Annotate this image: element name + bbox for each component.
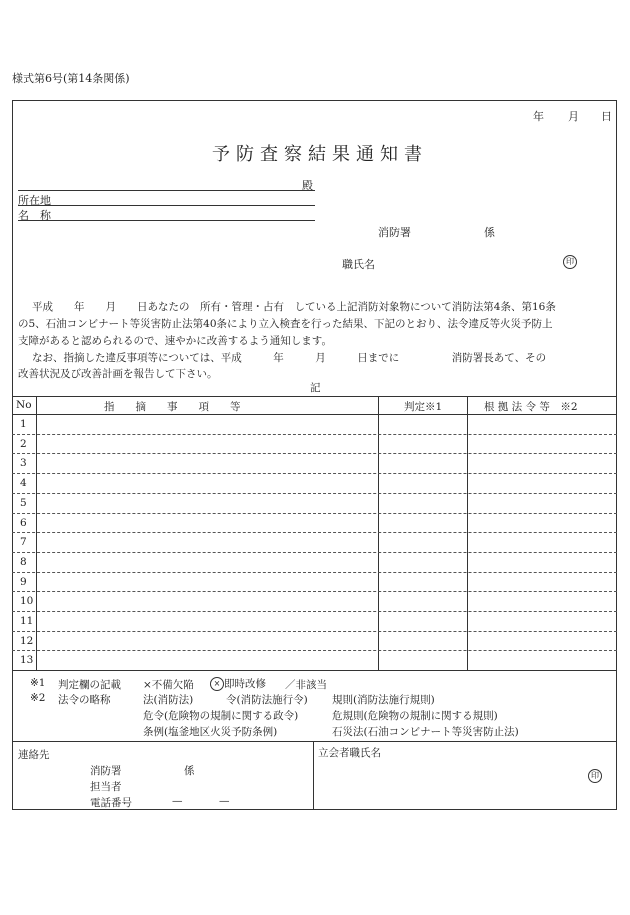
page-title: 予防査察結果通知書 (212, 144, 428, 165)
row-judgement-cell[interactable] (379, 552, 467, 572)
row-judgement-cell[interactable] (379, 493, 467, 513)
date-day: 日 (601, 110, 612, 123)
row-basis-cell[interactable] (468, 434, 617, 454)
row-judgement-cell[interactable] (379, 532, 467, 552)
row-items-cell[interactable] (37, 611, 378, 631)
note-1-option-a: ×不備欠陥 (143, 679, 194, 691)
row-judgement-cell[interactable] (379, 572, 467, 592)
note-1-mark: ※1 (30, 677, 46, 689)
contact-divider (313, 741, 314, 810)
abbr-law: 法(消防法) (143, 694, 194, 706)
address-label: 所在地 (18, 194, 51, 207)
row-items-cell[interactable] (37, 572, 378, 592)
contact-person: 担当者 (90, 781, 122, 793)
row-number: 3 (20, 457, 27, 470)
row-number: 1 (20, 418, 27, 430)
seal-icon: 印 (563, 255, 577, 269)
witness-seal-icon: 印 (588, 769, 602, 783)
table-bottom-line (12, 670, 617, 671)
phone-separator-2: — (219, 795, 230, 807)
row-basis-cell[interactable] (468, 591, 617, 611)
row-basis-cell[interactable] (468, 493, 617, 513)
table-top-line (12, 396, 617, 397)
contact-section: 係 (184, 765, 195, 777)
note-1-option-c: ／非該当 (285, 679, 327, 691)
row-items-cell[interactable] (37, 434, 378, 454)
row-items-cell[interactable] (37, 473, 378, 493)
row-number: 11 (20, 615, 34, 627)
body-line-2: の5、石油コンビナート等災害防止法第40条により立入検査を行った結果、下記のとおり、法令違反等火災予防上 (18, 318, 553, 330)
abbr-hazard-rules: 危規則(危険物の規制に関する規則) (332, 710, 498, 722)
note-2-label: 法令の略称 (58, 694, 111, 706)
body-line-1: 平成 年 月 日あなたの 所有・管理・占有 している上記消防対象物について消防法第4条、第16条 (32, 301, 556, 313)
row-items-cell[interactable] (37, 552, 378, 572)
row-items-cell[interactable] (37, 650, 378, 670)
row-judgement-cell[interactable] (379, 631, 467, 651)
row-basis-cell[interactable] (468, 552, 617, 572)
name-line (18, 220, 315, 221)
date-month: 月 (568, 110, 579, 123)
row-basis-cell[interactable] (468, 631, 617, 651)
header-items: 指 摘 事 項 等 (104, 401, 241, 413)
circled-x-icon: × (210, 677, 224, 691)
row-basis-cell[interactable] (468, 453, 617, 473)
row-judgement-cell[interactable] (379, 473, 467, 493)
row-number: 5 (20, 496, 27, 509)
address-line (18, 205, 315, 206)
row-basis-cell[interactable] (468, 414, 617, 434)
row-basis-cell[interactable] (468, 473, 617, 493)
contact-fire-station: 消防署 (90, 765, 122, 777)
abbr-petro-law: 石災法(石油コンビナート等災害防止法) (332, 726, 519, 738)
row-number: 9 (20, 575, 27, 588)
row-number: 4 (20, 477, 27, 490)
witness-label: 立会者職氏名 (318, 747, 381, 759)
note-1-option-b-label: 即時改修 (224, 678, 266, 690)
row-number: 2 (20, 437, 27, 450)
row-number: 13 (20, 654, 34, 667)
row-judgement-cell[interactable] (379, 650, 467, 670)
ki-heading: 記 (310, 382, 321, 394)
row-items-cell[interactable] (37, 532, 378, 552)
contact-top-line (12, 741, 617, 742)
note-2-mark: ※2 (30, 692, 46, 704)
abbr-rules: 規則(消防法施行規則) (332, 694, 435, 706)
row-basis-cell[interactable] (468, 611, 617, 631)
row-judgement-cell[interactable] (379, 591, 467, 611)
row-judgement-cell[interactable] (379, 513, 467, 533)
row-items-cell[interactable] (37, 631, 378, 651)
header-basis: 根 拠 法 令 等 ※2 (484, 401, 578, 413)
abbr-ordinance: 条例(塩釜地区火災予防条例) (143, 726, 278, 738)
abbr-hazard-order: 危令(危険物の規制に関する政令) (143, 710, 299, 722)
body-line-4: なお、指摘した違反事項等については、平成 年 月 日までに 消防署長あて、その (32, 352, 547, 364)
row-number: 6 (20, 516, 27, 529)
date-year: 年 (533, 110, 544, 123)
row-judgement-cell[interactable] (379, 611, 467, 631)
header-judgement: 判定※1 (404, 401, 443, 413)
row-items-cell[interactable] (37, 414, 378, 434)
form-number-label: 様式第6号(第14条関係) (12, 72, 130, 85)
phone-separator-1: — (172, 795, 183, 807)
sender-section: 係 (484, 226, 495, 239)
row-basis-cell[interactable] (468, 650, 617, 670)
row-basis-cell[interactable] (468, 532, 617, 552)
addressee-line (18, 190, 315, 191)
row-judgement-cell[interactable] (379, 434, 467, 454)
row-basis-cell[interactable] (468, 572, 617, 592)
row-number: 10 (20, 595, 34, 608)
row-number: 12 (20, 634, 34, 647)
row-number: 7 (20, 536, 27, 549)
note-1-option-b (210, 676, 266, 691)
row-number: 8 (20, 555, 27, 568)
row-items-cell[interactable] (37, 453, 378, 473)
body-line-5: 改善状況及び改善計画を報告して下さい。 (18, 368, 218, 380)
sender-title-name: 職氏名 (342, 258, 375, 271)
header-no: No (16, 399, 32, 411)
abbr-order: 令(消防法施行令) (226, 694, 308, 706)
contact-heading: 連絡先 (18, 749, 50, 761)
contact-phone: 電話番号 (90, 797, 132, 809)
honorific: 殿 (302, 179, 313, 192)
row-judgement-cell[interactable] (379, 414, 467, 434)
sender-fire-station: 消防署 (378, 226, 411, 239)
note-1-label: 判定欄の記載 (58, 679, 121, 691)
name-label: 名 称 (18, 209, 51, 222)
body-line-3: 支障があると認められるので、速やかに改善するよう通知します。 (18, 335, 332, 347)
row-basis-cell[interactable] (468, 513, 617, 533)
row-items-cell[interactable] (37, 591, 378, 611)
row-items-cell[interactable] (37, 513, 378, 533)
row-items-cell[interactable] (37, 493, 378, 513)
row-judgement-cell[interactable] (379, 453, 467, 473)
